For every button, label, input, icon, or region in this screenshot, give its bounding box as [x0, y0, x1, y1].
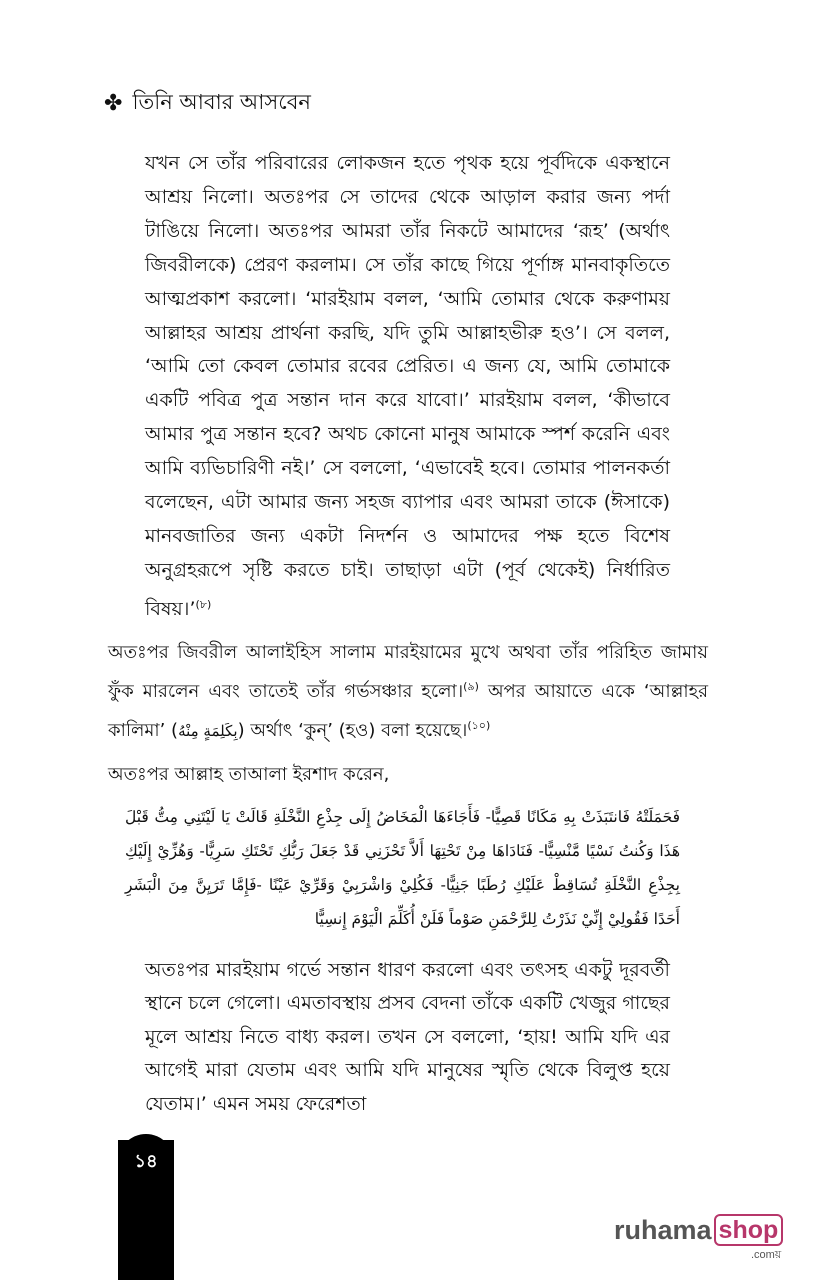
body-text-2a: অতঃপর জিবরীল আলাইহিস সালাম মারইয়ামের মুখে অথবা তাঁর পরিহিত জামায় ফুঁক মারলেন এবং তাতেই তাঁর গর্ভসঞ্চার হলো।: [108, 642, 708, 702]
body-paragraph-2: [108, 636, 708, 748]
page-number: ১৪: [118, 1134, 174, 1190]
logo-text-shop: shop: [714, 1214, 784, 1246]
arabic-verse: فَحَمَلَتْهُ فَانتَبَذَتْ بِهِ مَكَانًا قَصِيًّا- فَأَجَاءَهَا الْمَخَاضُ إِلَى جِذْعِ النَّخْلَةِ قَالَتْ يَا لَيْتَنِي مِتُّ قَبْلَ هَذَا وَكُنتُ نَسْيًا مَّنْسِيًّا- فَنَادَاهَا مِنْ تَحْتِهَا أَلاَّ تَحْزَنِي قَدْ جَعَلَ رَبُّكِ تَحْتَكِ سَرِيًّا- وَهُزِّيْ إِلَيْكِ بِجِذْعِ النَّخْلَةِ تُسَاقِطْ عَلَيْكِ رُطَبًا جَنِيًّا- فَكُلِيْ وَاشْرَبِيْ وَقَرِّيْ عَيْنًا -فَإِمَّا تَرَيِنَّ مِنَ الْبَشَرِ أَحَدًا فَقُولِيْ إِنِّيْ نَذَرْتُ لِلرَّحْمَنِ صَوْماً فَلَنْ أُكَلِّمَ الْيَوْمَ إِنسِيًّا: [125, 808, 680, 928]
footnote-marker-8: (৮): [195, 597, 212, 611]
running-header: [104, 86, 311, 121]
arabic-phrase: بِكَلِمَةٍ مِنْهُ: [178, 722, 238, 740]
body-paragraph-3: অতঃপর আল্লাহ তাআলা ইরশাদ করেন,: [108, 764, 390, 785]
running-header-title: তিনি আবার আসবেন: [132, 90, 311, 114]
body-text-2b: অপর আয়াতে একে ‘আল্লাহর কালিমা’ (: [108, 681, 708, 741]
logo-text-ruhama: ruhama: [614, 1215, 712, 1245]
quote-paragraph-4: অতঃপর মারইয়াম গর্ভে সন্তান ধারণ করলো এবং তৎসহ একটু দূরবর্তী স্থানে চলে গেলো। এমতাবস্থায় প্রসব বেদনা তাঁকে একটি খেজুর গাছের মূলে আশ্রয় নিতে বাধ্য করল। তখন সে বললো, ‘হায়! আমি যদি এর আগেই মারা যেতাম এবং আমি যদি মানুষের স্মৃতি থেকে বিলুপ্ত হয়ে যেতাম।’ এমন সময় ফেরেশতা: [145, 959, 670, 1115]
footnote-marker-9: (৯): [463, 680, 479, 693]
footnote-marker-10: (১০): [467, 719, 491, 732]
ornament-icon: ✤: [104, 91, 123, 116]
ruhamashop-logo: [614, 1214, 783, 1261]
body-text-2c: ) অর্থাৎ ‘কুন্’ (হও) বলা হয়েছে।: [237, 720, 468, 741]
quote-text-1: যখন সে তাঁর পরিবারের লোকজন হতে পৃথক হয়ে পূর্বদিকে একস্থানে আশ্রয় নিলো। অতঃপর সে তাদের থেকে আড়াল করার জন্য পর্দা টাঙিয়ে নিলো। অতঃপর আমরা তাঁর নিকটে আমাদের ‘রূহ’ (অর্থাৎ জিবরীলকে) প্রেরণ করলাম। সে তাঁর কাছে গিয়ে পূর্ণাঙ্গ মানবাকৃতিতে আত্মপ্রকাশ করলো। ‘মারইয়াম বলল, ‘আমি তোমার থেকে করুণাময় আল্লাহর আশ্রয় প্রার্থনা করছি, যদি তুমি আল্লাহভীরু হও’। সে বলল, ‘আমি তো কেবল তোমার রবের প্রেরিত। এ জন্য যে, আমি তোমাকে একটি পবিত্র পুত্র সন্তান দান করে যাবো।’ মারইয়াম বলল, ‘কীভাবে আমার পুত্র সন্তান হবে? অথচ কোনো মানুষ আমাকে স্পর্শ করেনি এবং আমি ব্যভিচারিণী নই।’ সে বললো, ‘এভাবেই হবে। তোমার পালনকর্তা বলেছেন, এটা আমার জন্য সহজ ব্যাপার এবং আমরা তাকে (ঈসাকে) মানবজাতির জন্য একটা নিদর্শন ও আমাদের পক্ষ হতে বিশেষ অনুগ্রহরূপে সৃষ্টি করতে চাই। তাছাড়া এটা (পূর্ব থেকেই) নির্ধারিত বিষয়।’: [145, 152, 670, 620]
logo-domain: .comয়: [750, 1249, 782, 1261]
quote-paragraph-1: [145, 147, 670, 627]
